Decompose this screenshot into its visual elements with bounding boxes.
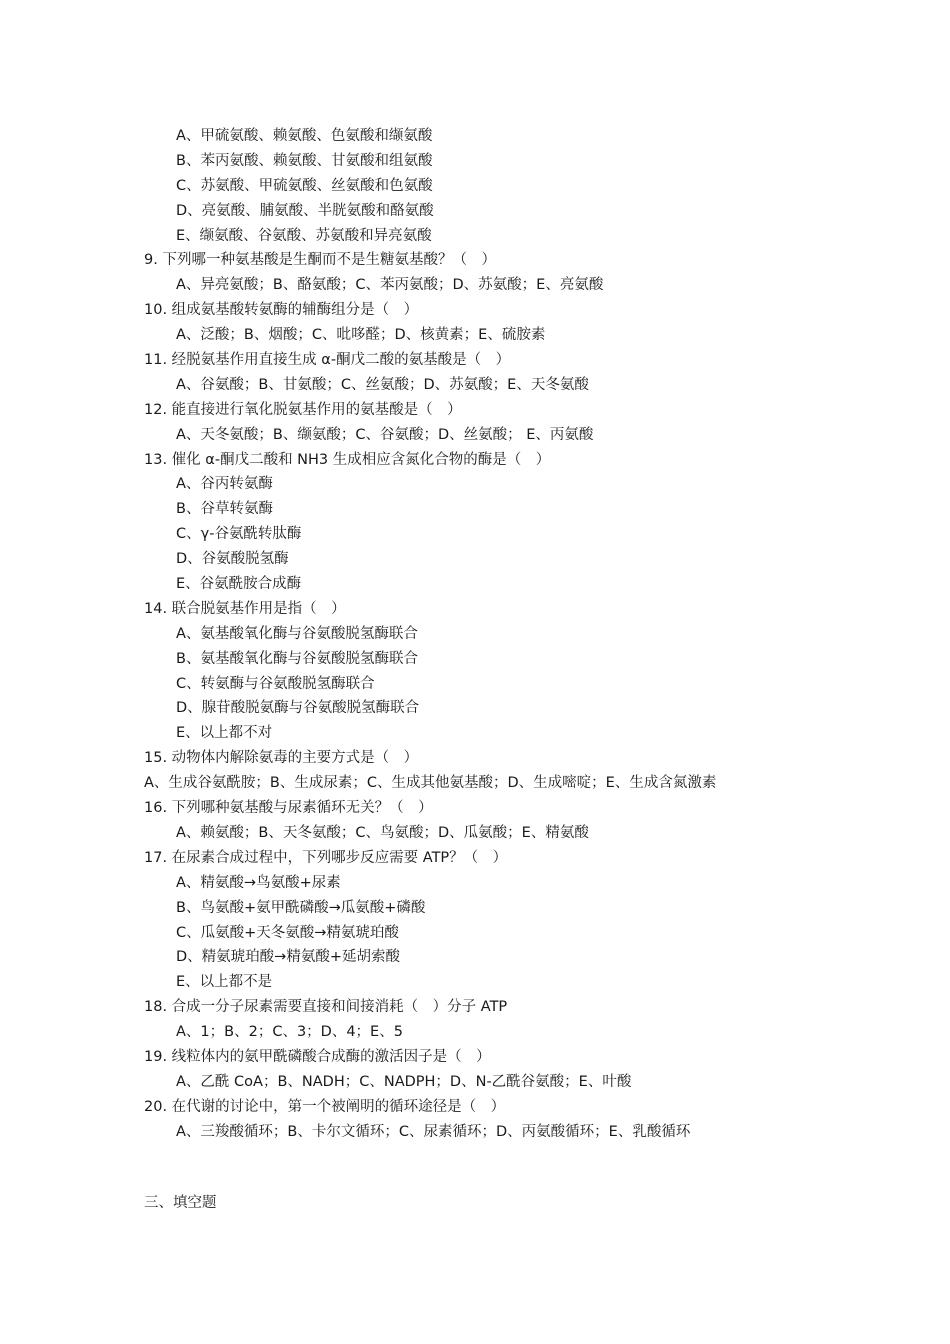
answer-option: D、精氨琥珀酸→精氨酸+延胡索酸	[176, 949, 400, 966]
answer-option: A、谷丙转氨酶	[176, 476, 273, 493]
answer-option: B、谷草转氨酶	[176, 501, 273, 518]
section-heading-fill-blank: 三、填空题	[144, 1195, 217, 1212]
answer-option: B、氨基酸氧化酶与谷氨酸脱氢酶联合	[176, 650, 418, 667]
question-stem: 9. 下列哪一种氨基酸是生酮而不是生糖氨基酸？（ ）	[144, 252, 496, 269]
answer-option: A、生成谷氨酰胺；B、生成尿素；C、生成其他氨基酸；D、生成嘧啶；E、生成含氮激素	[144, 775, 717, 792]
blank-gap	[0, 1145, 950, 1170]
answer-option: E、以上都不是	[176, 974, 273, 991]
answer-option: C、苏氨酸、甲硫氨酸、丝氨酸和色氨酸	[176, 177, 433, 194]
answer-option: D、亮氨酸、脯氨酸、半胱氨酸和酪氨酸	[176, 202, 434, 219]
answer-option: D、腺苷酸脱氨酶与谷氨酸脱氢酶联合	[176, 700, 420, 717]
answer-option: A、氨基酸氧化酶与谷氨酸脱氢酶联合	[176, 625, 418, 642]
answer-option: B、苯丙氨酸、赖氨酸、甘氨酸和组氨酸	[176, 152, 433, 169]
question-stem: 20. 在代谢的讨论中，第一个被阐明的循环途径是（ ）	[144, 1098, 506, 1115]
answer-option: A、甲硫氨酸、赖氨酸、色氨酸和缬氨酸	[176, 128, 433, 144]
answer-option: A、乙酰 CoA；B、NADH；C、NADPH；D、N-乙酰谷氨酸；E、叶酸	[176, 1073, 632, 1090]
answer-option: A、异亮氨酸；B、酪氨酸；C、苯丙氨酸；D、苏氨酸；E、亮氨酸	[176, 277, 604, 294]
answer-option: B、鸟氨酸+氨甲酰磷酸→瓜氨酸+磷酸	[176, 899, 426, 916]
question-stem: 14. 联合脱氨基作用是指（ ）	[144, 600, 346, 617]
answer-option: A、三羧酸循环；B、卡尔文循环；C、尿素循环；D、丙氨酸循环；E、乳酸循环	[176, 1123, 691, 1140]
question-stem: 19. 线粒体内的氨甲酰磷酸合成酶的激活因子是（ ）	[144, 1048, 491, 1065]
question-stem: 11. 经脱氨基作用直接生成 α-酮戊二酸的氨基酸是（ ）	[144, 352, 511, 369]
answer-option: A、泛酸；B、烟酸；C、吡哆醛；D、核黄素；E、硫胺素	[176, 327, 546, 344]
question-stem: 16. 下列哪种氨基酸与尿素循环无关？（ ）	[144, 800, 433, 817]
answer-option: A、1；B、2；C、3；D、4；E、5	[176, 1024, 403, 1041]
answer-option: C、γ-谷氨酰转肽酶	[176, 526, 302, 543]
question-stem: 18. 合成一分子尿素需要直接和间接消耗（ ）分子 ATP	[144, 999, 508, 1016]
answer-option: E、缬氨酸、谷氨酸、苏氨酸和异亮氨酸	[176, 227, 432, 244]
answer-option: E、以上都不对	[176, 725, 273, 742]
answer-option: A、赖氨酸；B、天冬氨酸；C、鸟氨酸；D、瓜氨酸；E、精氨酸	[176, 824, 589, 841]
answer-option: C、转氨酶与谷氨酸脱氢酶联合	[176, 675, 375, 692]
answer-option: A、天冬氨酸；B、缬氨酸；C、谷氨酸；D、丝氨酸； E、丙氨酸	[176, 426, 594, 443]
question-stem: 13. 催化 α-酮戊二酸和 NH3 生成相应含氮化合物的酶是（ ）	[144, 451, 551, 468]
question-stem: 17. 在尿素合成过程中，下列哪步反应需要 ATP？（ ）	[144, 849, 508, 866]
answer-option: C、瓜氨酸+天冬氨酸→精氨琥珀酸	[176, 924, 399, 941]
question-stem: 15. 动物体内解除氨毒的主要方式是（ ）	[144, 750, 419, 767]
question-list	[0, 124, 950, 1145]
question-stem: 12. 能直接进行氧化脱氨基作用的氨基酸是（ ）	[144, 401, 462, 418]
question-stem: 10. 组成氨基酸转氨酶的辅酶组分是（ ）	[144, 302, 419, 319]
answer-option: A、谷氨酸；B、甘氨酸；C、丝氨酸；D、苏氨酸；E、天冬氨酸	[176, 376, 589, 393]
answer-option: E、谷氨酰胺合成酶	[176, 576, 302, 593]
answer-option: D、谷氨酸脱氢酶	[176, 551, 289, 568]
answer-option: A、精氨酸→鸟氨酸+尿素	[176, 874, 341, 891]
